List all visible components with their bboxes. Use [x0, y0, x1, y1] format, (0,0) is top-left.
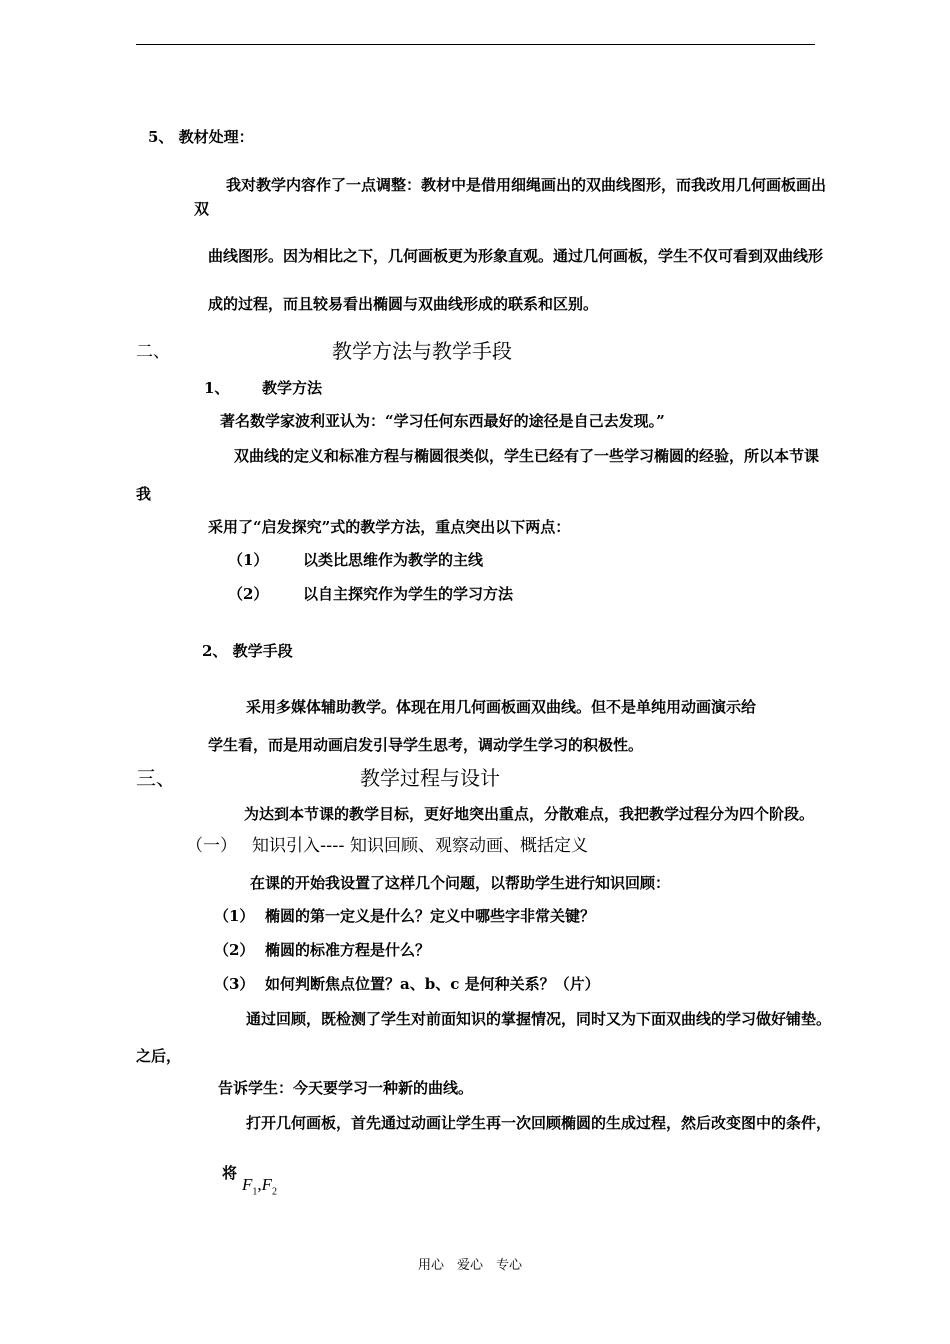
section-3-number: 三、	[136, 766, 176, 790]
paragraph-line: 告诉学生：今天要学习一种新的曲线。	[218, 1079, 474, 1097]
paragraph-line: 双	[194, 200, 210, 218]
list-item: 椭圆的标准方程是什么？	[265, 941, 431, 959]
header-rule	[136, 44, 815, 45]
list-item-number: （2）	[228, 585, 269, 603]
math-subscript: 2	[272, 1186, 278, 1198]
stage-number: （一）	[186, 836, 237, 856]
subsection-number: 1、	[204, 379, 230, 397]
list-item: 以类比思维作为教学的主线	[303, 551, 484, 569]
paragraph-line: 为达到本节课的教学目标，更好地突出重点，分散难点，我把教学过程分为四个阶段。	[244, 805, 815, 823]
list-item-number: （1）	[214, 907, 255, 925]
paragraph-line: 著名数学家波利亚认为：“学习任何东西最好的途径是自己去发现。”	[220, 412, 665, 430]
math-subscript: 1	[252, 1186, 258, 1198]
section-2-heading: 教学方法与教学手段	[332, 339, 512, 363]
section-2-number: 二、	[136, 342, 170, 362]
paragraph-line: 我对教学内容作了一点调整：教材中是借用细绳画出的双曲线图形，而我改用几何画板画出	[226, 176, 827, 194]
subsection-title: 2、 教学手段	[202, 642, 293, 660]
paragraph-line: 采用多媒体辅助教学。体现在用几何画板画双曲线。但不是单纯用动画演示给	[246, 698, 757, 716]
paragraph-line: 成的过程，而且较易看出椭圆与双曲线形成的联系和区别。	[208, 295, 599, 313]
math-comma: ,	[257, 1175, 262, 1194]
list-item: 以自主探究作为学生的学习方法	[303, 585, 514, 603]
page-footer: 用心 爱心 专心	[418, 1258, 523, 1273]
paragraph-line: 在课的开始我设置了这样几个问题，以帮助学生进行知识回顾：	[250, 874, 671, 892]
list-item: 椭圆的第一定义是什么？定义中哪些字非常关键？	[265, 907, 596, 925]
list-item: 如何判断焦点位置？a、b、c 是何种关系？（片）	[265, 975, 600, 993]
paragraph-line: 将	[222, 1164, 238, 1182]
paragraph-line: 我	[136, 485, 152, 503]
paragraph-line: 通过回顾，既检测了学生对前面知识的掌握情况，同时又为下面双曲线的学习做好铺垫。	[246, 1010, 832, 1028]
math-var: F	[242, 1175, 253, 1194]
list-item-number: （1）	[228, 551, 269, 569]
paragraph-line: 之后，	[136, 1047, 182, 1065]
paragraph-line: 学生看，而是用动画启发引导学生思考，调动学生学习的积极性。	[208, 736, 644, 754]
section-3-heading: 教学过程与设计	[360, 766, 500, 790]
math-formula	[242, 1175, 277, 1202]
list-item-number: （3）	[214, 975, 255, 993]
subsection-title: 教学方法	[262, 379, 323, 397]
section-5-title: 5、 教材处理：	[148, 128, 254, 146]
stage-title: 知识引入---- 知识回顾、观察动画、概括定义	[252, 836, 588, 856]
paragraph-line: 双曲线的定义和标准方程与椭圆很类似，学生已经有了一些学习椭圆的经验，所以本节课	[234, 447, 820, 465]
paragraph-line: 采用了“启发探究”式的教学方法，重点突出以下两点：	[208, 518, 571, 536]
paragraph-line: 打开几何画板，首先通过动画让学生再一次回顾椭圆的生成过程，然后改变图中的条件，	[246, 1114, 832, 1132]
math-var: F	[261, 1175, 273, 1194]
list-item-number: （2）	[214, 941, 255, 959]
paragraph-line: 曲线图形。因为相比之下，几何画板更为形象直观。通过几何画板，学生不仅可看到双曲线形	[208, 247, 824, 265]
